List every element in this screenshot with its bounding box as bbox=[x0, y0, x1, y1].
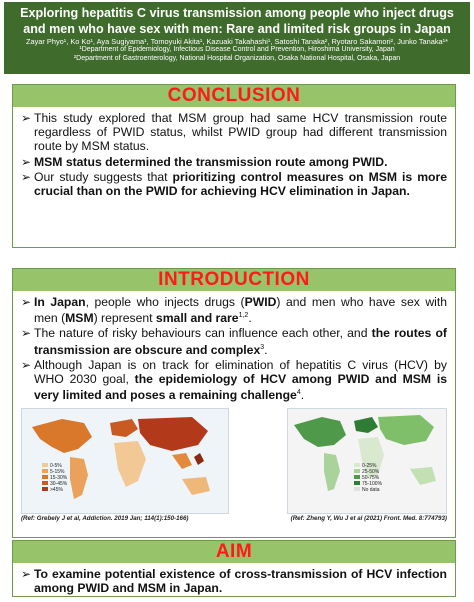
arrow-bullet-icon: ➢ bbox=[21, 295, 32, 309]
legend2-item: 0-25% bbox=[362, 462, 377, 469]
arrow-bullet-icon: ➢ bbox=[21, 326, 32, 341]
intro-text-2a: The nature of risky behaviours can influence each other, and bbox=[34, 326, 372, 341]
arrow-bullet-icon: ➢ bbox=[21, 357, 32, 372]
intro-bullet-2 bbox=[21, 326, 447, 356]
legend2-item: 75-100% bbox=[362, 480, 383, 487]
conclusion-text-3a: Our study suggests that bbox=[34, 169, 173, 184]
author-list: Zayar Phyo¹, Ko Ko¹, Aya Sugiyama¹, Tomoyuki Akita¹, Kazuaki Takahashi¹, Satoshi Tanaka², Ryotaro Sakamori², Junko Tanaka¹* bbox=[25, 37, 448, 46]
legend1-item: 5-15% bbox=[50, 468, 65, 475]
introduction-panel bbox=[12, 268, 456, 538]
conclusion-text-3b: prioritizing control measures on MSM is more crucial than on the PWID for achieving HCV elimination in Japan. bbox=[34, 169, 447, 199]
introduction-heading: INTRODUCTION bbox=[13, 269, 455, 291]
legend1-item: >45% bbox=[50, 486, 63, 493]
legend1-item: 15-30% bbox=[50, 474, 68, 481]
intro-text-3a: Although Japan is on track for elimination of hepatitis C virus (HCV) by WHO 2030 goal, bbox=[34, 357, 447, 387]
arrow-bullet-icon: ➢ bbox=[21, 111, 32, 125]
arrow-bullet-icon: ➢ bbox=[21, 154, 32, 169]
affiliation-2: ²Department of Gastroenterology, National Hospital Organization, Osaka National Hospital, Osaka, Japan bbox=[73, 54, 401, 62]
intro-text-3b: the epidemiology of HCV among PWID and MSM is very limited and poses a remaining challenge bbox=[34, 372, 447, 403]
intro-text-1-end: . bbox=[248, 311, 252, 326]
legend1-item: 30-45% bbox=[50, 480, 68, 487]
intro-text-1e: MSM bbox=[65, 311, 94, 326]
intro-sup-3: 4 bbox=[296, 389, 301, 397]
poster-header bbox=[4, 2, 470, 74]
intro-bullet-1 bbox=[21, 295, 447, 325]
conclusion-bullet-3 bbox=[21, 170, 447, 198]
intro-sup-1: 1,2 bbox=[238, 312, 249, 320]
map1-reference: (Ref: Grebely J et al, Addiction. 2019 Jan; 114(1):150-166) bbox=[21, 514, 189, 522]
aim-bullet-1 bbox=[21, 567, 447, 595]
intro-text-1b: , people who injects drugs ( bbox=[85, 295, 245, 309]
world-map-msm-figure bbox=[288, 409, 446, 513]
conclusion-text-1: This study explored that MSM group had same HCV transmission route regardless of PWID status, whilst PWID group had different transmission route by MSM status. bbox=[34, 111, 447, 154]
affiliation-1: ¹Department of Epidemiology, Infectious Disease Control and Prevention, Hiroshima University, Japan bbox=[79, 46, 395, 53]
conclusion-text-2: MSM status determined the transmission route among PWID. bbox=[34, 154, 388, 169]
intro-text-3-end: . bbox=[300, 388, 305, 403]
legend2-item: No data bbox=[362, 486, 380, 493]
world-map-pwid bbox=[21, 408, 229, 514]
intro-text-1a: In Japan bbox=[34, 295, 86, 309]
conclusion-bullet-2 bbox=[21, 155, 447, 169]
world-map-msm bbox=[287, 408, 447, 514]
intro-text-1c: PWID bbox=[244, 295, 277, 309]
legend2-item: 50-75% bbox=[362, 474, 380, 481]
aim-text-1: To examine potential existence of cross-transmission of HCV infection among PWID and MSM in Japan. bbox=[34, 567, 447, 596]
conclusion-bullet-1 bbox=[21, 111, 447, 154]
poster-title: Exploring hepatitis C virus transmission among people who inject drugs and men who have sex with men: Rare and limited risk groups in Japan bbox=[20, 6, 454, 36]
map2-legend bbox=[354, 463, 382, 493]
aim-panel bbox=[12, 540, 456, 597]
intro-text-1g: small and rare bbox=[155, 311, 239, 326]
intro-text-2b: the routes of transmission are obscure and complex bbox=[34, 326, 447, 357]
map1-legend bbox=[42, 463, 67, 493]
intro-text-2-end: . bbox=[264, 342, 268, 357]
legend1-item: 0-5% bbox=[50, 462, 62, 469]
intro-bullet-3 bbox=[21, 358, 447, 403]
intro-text-1d: ) and men who have sex with men ( bbox=[34, 295, 447, 326]
conclusion-panel bbox=[12, 84, 456, 248]
map2-reference: (Ref: Zheng Y, Wu J et al (2021) Front. Med. 8:774793) bbox=[290, 514, 447, 522]
arrow-bullet-icon: ➢ bbox=[21, 169, 32, 184]
conclusion-heading: CONCLUSION bbox=[13, 85, 455, 107]
intro-text-1f: ) represent bbox=[93, 311, 156, 326]
aim-heading: AIM bbox=[13, 541, 455, 563]
world-map-pwid-figure bbox=[22, 409, 228, 513]
arrow-bullet-icon: ➢ bbox=[21, 567, 32, 581]
intro-sup-2: 3 bbox=[260, 343, 265, 351]
legend2-item: 25-50% bbox=[362, 468, 380, 475]
